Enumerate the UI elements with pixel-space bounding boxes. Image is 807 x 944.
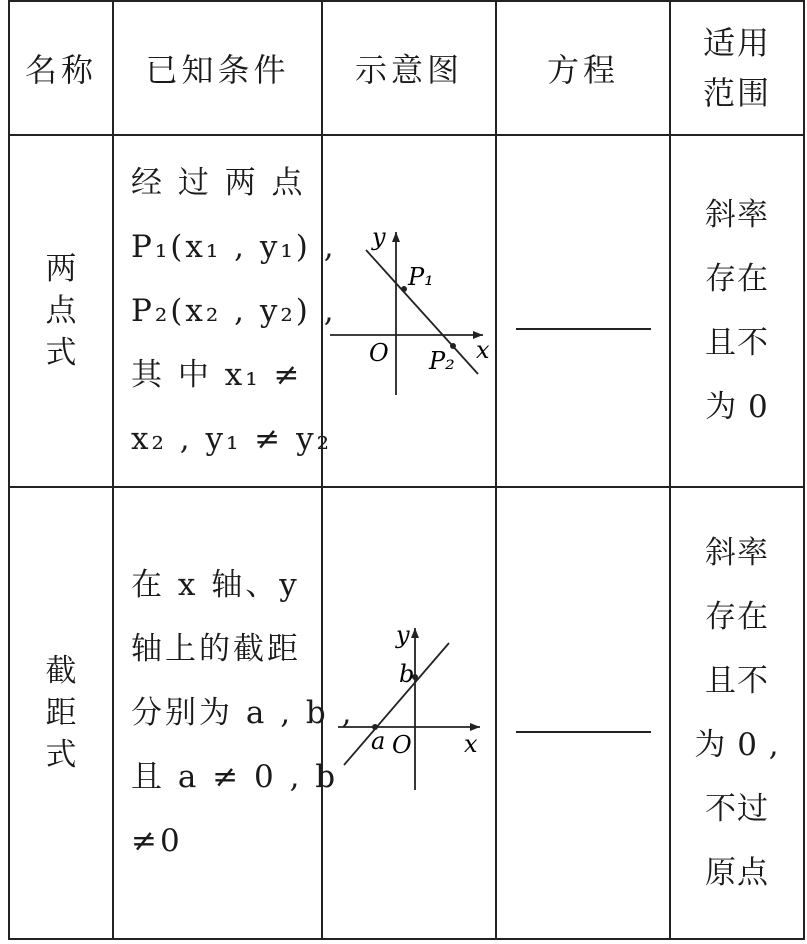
equation-blank (516, 731, 651, 733)
row-intercept-diagram (322, 487, 496, 939)
y-axis-arrow (411, 628, 419, 638)
header-name: 名称 (24, 51, 97, 89)
row-intercept-name (9, 487, 113, 939)
x-axis-label: x (464, 730, 478, 758)
scope-line: 原点 (705, 855, 769, 891)
header-scope-line-1: 适用 (702, 24, 771, 62)
header-diagram: 示意图 (354, 51, 463, 89)
condition-line: 在 x 轴、y (131, 567, 300, 603)
row-intercept-equation (496, 487, 670, 939)
scope-line: 存在 (705, 599, 769, 635)
scope-line: 不过 (705, 791, 769, 827)
name-char: 截 (45, 653, 77, 689)
intercept-line-diagram (322, 487, 496, 939)
header-scope-line-2: 范围 (702, 74, 771, 112)
name-char: 点 (45, 293, 77, 329)
scope-line: 存在 (705, 261, 769, 297)
condition-line: 分别为 a , b , (131, 695, 355, 731)
condition-line: P₂(x₂ , y₂) , (131, 293, 337, 329)
two-point-line-diagram (322, 135, 496, 487)
point-p1 (401, 286, 407, 292)
row-two-point-condition (113, 135, 337, 487)
header-equation: 方程 (546, 51, 619, 89)
point-p1-label: P₁ (408, 263, 434, 291)
row-two-point-equation (496, 135, 670, 487)
header-condition: 已知条件 (145, 51, 290, 89)
y-axis-label: y (372, 223, 386, 251)
y-axis-label: y (396, 621, 410, 649)
origin-label: O (392, 731, 412, 759)
header-scope (670, 1, 804, 135)
condition-line: P₁(x₁ , y₁) , (131, 229, 337, 265)
scope-line: 且不 (705, 663, 769, 699)
row-intercept-condition (113, 487, 355, 939)
x-intercept-label: a (371, 727, 386, 755)
condition-line: x₂ , y₁ ≠ y₂ (131, 421, 333, 457)
row-two-point-diagram (322, 135, 496, 487)
scope-line: 斜率 (705, 535, 769, 571)
x-axis-label: x (476, 336, 490, 364)
row-intercept-scope (670, 487, 804, 939)
name-char: 式 (45, 335, 77, 371)
y-intercept-label: b (399, 660, 415, 688)
condition-line: ≠0 (131, 823, 183, 859)
condition-line: 其 中 x₁ ≠ (131, 357, 303, 393)
row-two-point-scope (670, 135, 804, 487)
scope-line: 且不 (705, 325, 769, 361)
scope-line: 为 0 (705, 389, 769, 425)
point-p2-label: P₂ (429, 347, 455, 375)
condition-line: 且 a ≠ 0 , b (131, 759, 339, 795)
row-two-point-name (9, 135, 113, 487)
name-char: 两 (45, 251, 77, 287)
name-char: 式 (45, 737, 77, 773)
scope-line: 斜率 (705, 197, 769, 233)
condition-line: 轴上的截距 (131, 631, 301, 667)
y-axis-arrow (392, 232, 400, 242)
name-char: 距 (45, 695, 77, 731)
equation-blank (516, 328, 651, 330)
origin-label: O (369, 339, 389, 367)
condition-line: 经 过 两 点 (131, 165, 306, 201)
scope-line: 为 0 , (694, 727, 780, 763)
